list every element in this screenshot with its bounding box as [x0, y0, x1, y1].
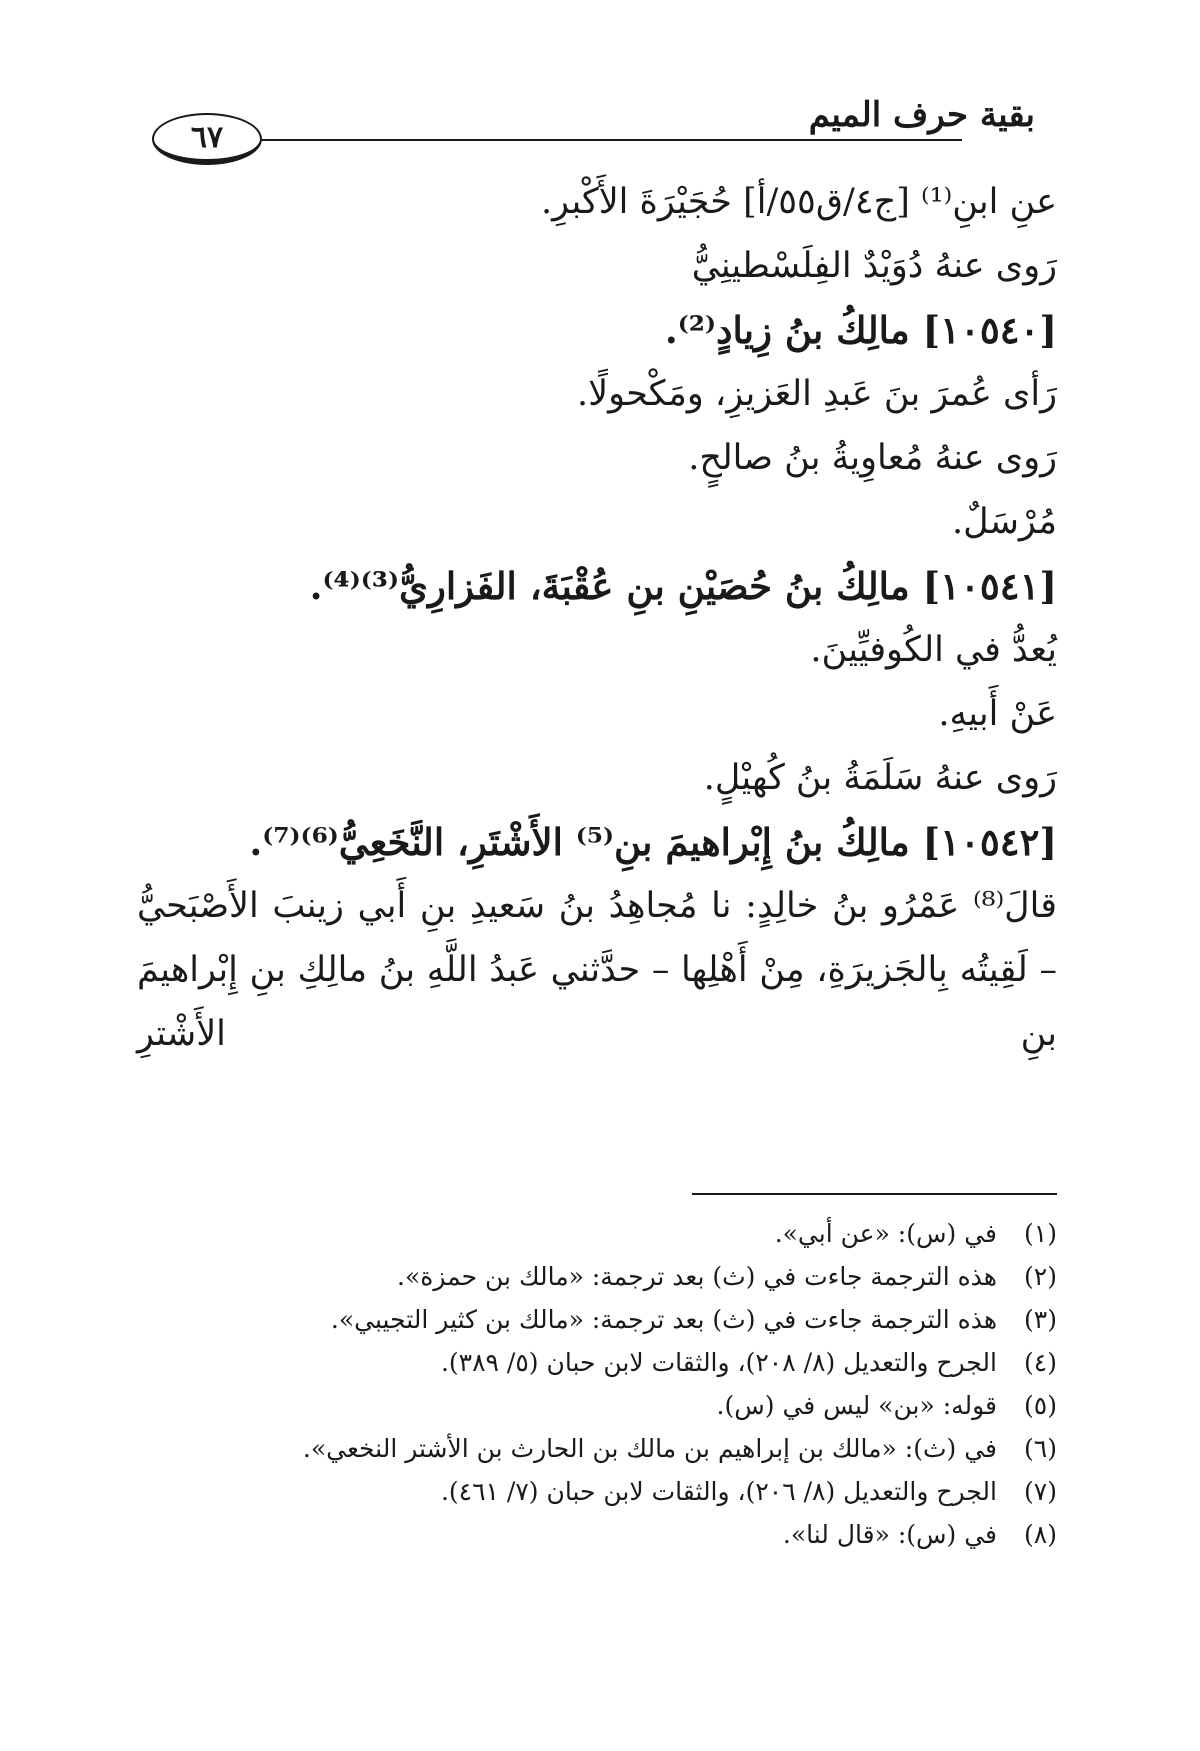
footnote-separator	[692, 1193, 1057, 1195]
entry-heading: [١٠٥٤١] مالِكُ بنُ حُصَيْنِ بنِ عُقْبَةَ، الفَزارِيُّ⁽³⁾⁽⁴⁾.	[309, 564, 1057, 608]
footnote-number: (٤)	[1024, 1348, 1057, 1377]
page-number: ٦٧	[190, 119, 224, 155]
footnote-text: في (س): «عن أبي».	[774, 1219, 997, 1248]
running-title: بقية حرف الميم	[808, 95, 1035, 135]
footnote-number: (٨)	[1024, 1520, 1057, 1549]
footnote	[137, 1470, 1057, 1513]
entry-heading: [١٠٥٤٢] مالِكُ بنُ إِبْراهيمَ بنِ⁽⁵⁾ الأَشْتَرِ، النَّخَعِيُّ⁽⁶⁾⁽⁷⁾.	[249, 820, 1057, 864]
text-line: رَوى عنهُ مُعاوِيةُ بنُ صالحٍ.	[688, 438, 1057, 478]
main-text	[137, 170, 1057, 1054]
footnote	[137, 1298, 1057, 1341]
entry-heading: [١٠٥٤٠] مالِكُ بنُ زِيادٍ⁽²⁾.	[664, 308, 1057, 352]
footnote-number: (١)	[1024, 1219, 1057, 1248]
footnote	[137, 1212, 1057, 1255]
footnote-number: (٦)	[1024, 1434, 1057, 1463]
footnote-number: (٣)	[1024, 1305, 1057, 1334]
footnote-text: الجرح والتعديل (٨/ ٢٠٨)، والثقات لابن حبان (٥/ ٣٨٩).	[440, 1348, 997, 1377]
footnote-number: (٧)	[1024, 1477, 1057, 1506]
footnote	[137, 1427, 1057, 1470]
text-line: يُعدُّ في الكُوفيِّينَ.	[810, 630, 1057, 670]
footnote-text: في (س): «قال لنا».	[782, 1520, 997, 1549]
header-rule	[262, 139, 962, 141]
footnote	[137, 1384, 1057, 1427]
footnote-number: (٢)	[1024, 1262, 1057, 1291]
footnote-text: هذه الترجمة جاءت في (ث) بعد ترجمة: «مالك بن حمزة».	[397, 1262, 997, 1291]
footnote-text: قوله: «بن» ليس في (س).	[716, 1391, 997, 1420]
text-line: عَنْ أَبيهِ.	[938, 694, 1057, 734]
footnote	[137, 1255, 1057, 1298]
page-number-badge	[152, 113, 262, 165]
footnote	[137, 1341, 1057, 1384]
text-line: قالَ⁽⁸⁾ عَمْرُو بنُ خالِدٍ: نا مُجاهِدُ بنُ سَعيدِ بنِ أَبي زينبَ الأَصْبَحيُّ	[137, 886, 1057, 926]
footnote-number: (٥)	[1024, 1391, 1057, 1420]
footnote-text: هذه الترجمة جاءت في (ث) بعد ترجمة: «مالك بن كثير التجيبي».	[330, 1305, 997, 1334]
text-line: مُرْسَلٌ.	[951, 502, 1057, 542]
text-line: رَوى عنهُ سَلَمَةُ بنُ كُهيْلٍ.	[703, 758, 1057, 798]
text-line: – لَقِيتُه بِالجَزيرَةِ، مِنْ أَهْلِها – حدَّثني عَبدُ اللَّهِ بنُ مالِكِ بنِ إِبْراهيمَ بنِ الأَشْترِ	[137, 950, 1057, 1054]
footnotes	[137, 1212, 1057, 1556]
text-line: عنِ ابنِ⁽¹⁾ [ج٤/ق٥٥/أ] حُجَيْرَةَ الأَكْبرِ.	[541, 182, 1057, 222]
text-line: رَأى عُمرَ بنَ عَبدِ العَزيزِ، ومَكْحولًا.	[577, 374, 1057, 414]
footnote	[137, 1513, 1057, 1556]
footnote-text: في (ث): «مالك بن إبراهيم بن مالك بن الحارث بن الأشتر النخعي».	[302, 1434, 997, 1463]
text-line: رَوى عنهُ دُوَيْدٌ الفِلَسْطينِيُّ	[691, 246, 1057, 286]
footnote-text: الجرح والتعديل (٨/ ٢٠٦)، والثقات لابن حبان (٧/ ٤٦١).	[440, 1477, 997, 1506]
